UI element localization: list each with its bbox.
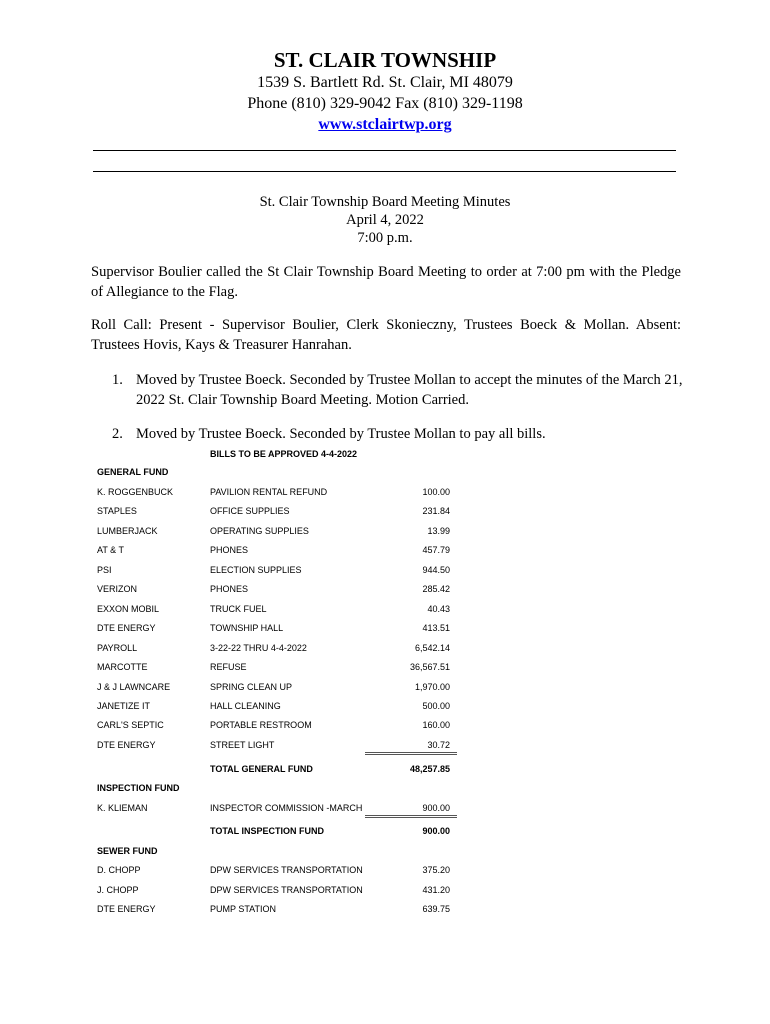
fund-total-row (0, 826, 770, 838)
bill-description: PHONES (210, 584, 249, 594)
fund-heading-sewer: SEWER FUND (97, 846, 158, 856)
bill-amount: 231.84 (422, 506, 450, 516)
bill-description: ELECTION SUPPLIES (210, 565, 302, 575)
bill-description: STREET LIGHT (210, 740, 275, 750)
bill-amount: 375.20 (422, 865, 450, 875)
vendor-name: J. CHOPP (97, 885, 139, 895)
bill-description: INSPECTOR COMMISSION -MARCH (210, 803, 363, 813)
bill-amount: 500.00 (422, 701, 450, 711)
vendor-name: LUMBERJACK (97, 526, 158, 536)
vendor-name: CARL'S SEPTIC (97, 720, 164, 730)
total-label: TOTAL INSPECTION FUND (210, 826, 325, 836)
table-row (0, 720, 770, 732)
table-row (0, 701, 770, 713)
vendor-name: D. CHOPP (97, 865, 141, 875)
bill-amount: 457.79 (422, 545, 450, 555)
bill-amount: 900.00 (422, 803, 450, 813)
table-row (0, 506, 770, 518)
table-row (0, 487, 770, 499)
table-row (0, 885, 770, 897)
bill-description: PHONES (210, 545, 249, 555)
table-row (0, 604, 770, 616)
bill-description: OPERATING SUPPLIES (210, 526, 309, 536)
total-divider (365, 752, 457, 755)
total-label: TOTAL GENERAL FUND (210, 764, 313, 774)
bill-amount: 1,970.00 (414, 682, 450, 692)
meeting-date: April 4, 2022 (346, 212, 424, 228)
table-row (0, 584, 770, 596)
vendor-name: MARCOTTE (97, 662, 148, 672)
bill-amount: 36,567.51 (409, 662, 450, 672)
vendor-name: EXXON MOBIL (97, 604, 160, 614)
vendor-name: PSI (97, 565, 112, 575)
vendor-name: PAYROLL (97, 643, 138, 653)
vendor-name: JANETIZE IT (97, 701, 151, 711)
bill-amount: 285.42 (422, 584, 450, 594)
bill-description: DPW SERVICES TRANSPORTATION (210, 865, 363, 875)
total-amount: 48,257.85 (409, 764, 450, 774)
vendor-name: AT & T (97, 545, 125, 555)
bill-description: TRUCK FUEL (210, 604, 267, 614)
table-row (0, 740, 770, 752)
motion-number: 1. (112, 372, 123, 388)
roll-call-paragraph: Roll Call: Present - Supervisor Boulier, Clerk Skonieczny, Trustees Boeck & Mollan. Absent: Trustees Hovis, Kays & Treasurer Hanrahan. (91, 317, 681, 353)
bill-description: SPRING CLEAN UP (210, 682, 293, 692)
bill-amount: 40.43 (427, 604, 450, 614)
bill-description: PAVILION RENTAL REFUND (210, 487, 328, 497)
bill-description: HALL CLEANING (210, 701, 281, 711)
meeting-title: St. Clair Township Board Meeting Minutes (259, 194, 511, 210)
fund-heading-general: GENERAL FUND (97, 467, 169, 477)
bill-description: REFUSE (210, 662, 247, 672)
motion-number: 2. (112, 426, 123, 442)
bill-description: TOWNSHIP HALL (210, 623, 284, 633)
table-row (0, 904, 770, 916)
fund-heading-inspection: INSPECTION FUND (97, 783, 180, 793)
table-row (0, 526, 770, 538)
fund-total-row (0, 764, 770, 776)
township-phone-fax: Phone (810) 329-9042 Fax (810) 329-1198 (247, 95, 523, 112)
table-row (0, 623, 770, 635)
vendor-name: DTE ENERGY (97, 740, 156, 750)
vendor-name: K. ROGGENBUCK (97, 487, 174, 497)
township-address: 1539 S. Bartlett Rd. St. Clair, MI 48079 (257, 74, 513, 91)
bill-amount: 944.50 (422, 565, 450, 575)
township-name: ST. CLAIR TOWNSHIP (273, 48, 497, 72)
bill-amount: 160.00 (422, 720, 450, 730)
table-row (0, 643, 770, 655)
bill-description: PORTABLE RESTROOM (210, 720, 312, 730)
table-row (0, 545, 770, 557)
table-row (0, 662, 770, 674)
bills-title: BILLS TO BE APPROVED 4-4-2022 (210, 449, 358, 459)
bill-amount: 639.75 (422, 904, 450, 914)
vendor-name: STAPLES (97, 506, 137, 516)
bill-amount: 30.72 (427, 740, 450, 750)
meeting-time: 7:00 p.m. (357, 230, 413, 246)
motion-text: Moved by Trustee Boeck. Seconded by Trustee Mollan to accept the minutes of the March 21, 2022 St. Clair Township Board Meeting. Motion Carried. (136, 372, 683, 408)
call-to-order-paragraph: Supervisor Boulier called the St Clair Township Board Meeting to order at 7:00 pm with the Pledge of Allegiance to the Flag. (91, 264, 681, 300)
township-website-link[interactable]: www.stclairtwp.org (318, 116, 452, 133)
bill-amount: 6,542.14 (414, 643, 450, 653)
bill-amount: 431.20 (422, 885, 450, 895)
table-row (0, 682, 770, 694)
vendor-name: K. KLIEMAN (97, 803, 148, 813)
total-divider (365, 815, 457, 818)
bill-description: PUMP STATION (210, 904, 277, 914)
bill-description: 3-22-22 THRU 4-4-2022 (210, 643, 307, 653)
vendor-name: J & J LAWNCARE (97, 682, 171, 692)
bill-description: DPW SERVICES TRANSPORTATION (210, 885, 363, 895)
bill-description: OFFICE SUPPLIES (210, 506, 290, 516)
vendor-name: VERIZON (97, 584, 138, 594)
vendor-name: DTE ENERGY (97, 904, 156, 914)
motion-text: Moved by Trustee Boeck. Seconded by Trustee Mollan to pay all bills. (136, 426, 546, 442)
table-row (0, 865, 770, 877)
vendor-name: DTE ENERGY (97, 623, 156, 633)
table-row (0, 803, 770, 815)
bill-amount: 413.51 (422, 623, 450, 633)
bill-amount: 13.99 (427, 526, 450, 536)
total-amount: 900.00 (422, 826, 450, 836)
table-row (0, 565, 770, 577)
bill-amount: 100.00 (422, 487, 450, 497)
